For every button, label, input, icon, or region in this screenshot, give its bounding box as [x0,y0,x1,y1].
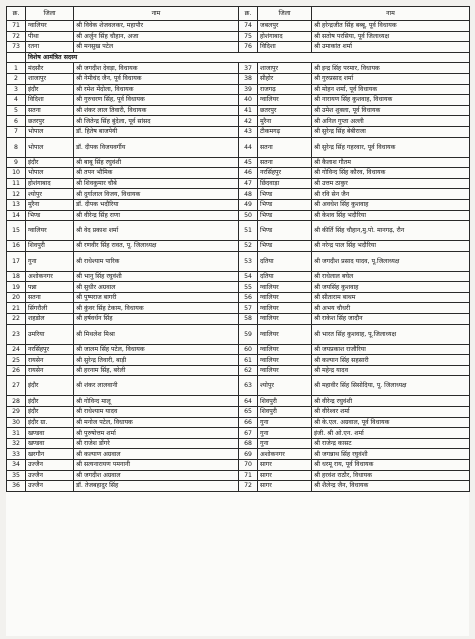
cell-name-left: श्री रणवीर सिंह रावत, पू. जिलाध्यक्ष [74,241,239,252]
cell-sno-left: 35 [7,470,26,481]
cell-name-right: श्री उत्तम ठाकुर [312,178,470,189]
cell-sno-right: 66 [239,417,258,428]
cell-district-left: इंदौर [26,157,74,168]
header-name-right: नाम [312,7,470,21]
cell-name-right: श्री सुरेन्द्र सिंह गहरवार, पूर्व विधायक [312,137,470,157]
document-sheet [6,6,469,636]
cell-district-left: मुरैना [26,199,74,210]
cell-sno-right: 52 [239,241,258,252]
table-row [7,63,470,74]
cell-district-left: भिण्ड [26,210,74,221]
cell-name-left: श्री अर्जुन सिंह चौहान, अजा [74,31,239,42]
cell-sno-left: 12 [7,189,26,200]
cell-sno-right: 60 [239,344,258,355]
cell-sno-left: 32 [7,438,26,449]
cell-sno-left: 71 [7,21,26,32]
table-row [7,189,470,200]
cell-name-right: श्री राकेश सिंह जादौन [312,314,470,325]
cell-sno-left: 26 [7,365,26,376]
cell-sno-left: 11 [7,178,26,189]
cell-sno-left: 24 [7,344,26,355]
cell-name-right: श्री रवि सेन जैन [312,189,470,200]
cell-sno-left: 29 [7,407,26,418]
cell-name-right: श्री सीताराम बाथम [312,292,470,303]
cell-district-left: उज्जैन [26,470,74,481]
cell-name-right: श्री धरमू राय, पूर्व विधायक [312,460,470,471]
cell-name-left: श्री जगदीश अग्रवाल [74,470,239,481]
cell-sno-right: 45 [239,157,258,168]
cell-sno-right: 42 [239,116,258,127]
cell-name-right: श्री भारत सिंह कुशवाह, पू.जिलाध्यक्ष [312,324,470,344]
cell-name-left: श्री गुरुचरण सिंह, पूर्व विधायक [74,95,239,106]
cell-district-right: भिण्ड [258,221,312,241]
header-sno-right: क्र. [239,7,258,21]
cell-district-right: भिण्ड [258,241,312,252]
cell-district-left: विदिशा [26,95,74,106]
cell-name-left: श्री मनोज पटेल, विधायक [74,417,239,428]
cell-sno-right: 53 [239,251,258,271]
table-row [7,481,470,492]
cell-name-right: श्री हरेन्द्रजीत सिंह बब्बू, पूर्व विधायक [312,21,470,32]
cell-district-right: अशोकनगर [258,449,312,460]
section-row [7,52,470,63]
cell-sno-left: 13 [7,199,26,210]
cell-district-left: पीथा [26,31,74,42]
table-row [7,199,470,210]
cell-sno-left: 2 [7,73,26,84]
cell-name-left: श्री हरनाम सिंह, बरेली [74,365,239,376]
cell-district-left: उमरिया [26,324,74,344]
cell-name-left: श्री मिथलेश मिश्रा [74,324,239,344]
header-sno-left: क्र. [7,7,26,21]
cell-name-left: श्री रमेश मेंदोला, विधायक [74,84,239,95]
cell-district-right: राजगढ़ [258,84,312,95]
cell-name-left: श्री सत्यनारायण पमनानी [74,460,239,471]
cell-district-right: गुना [258,428,312,439]
cell-name-right: इंजी. श्री ओ.एन. शर्मा [312,428,470,439]
cell-name-left: श्री राधेश्याम यादव [74,407,239,418]
cell-district-right: होशंगाबाद [258,31,312,42]
cell-district-right: ग्वालियर [258,292,312,303]
table-row [7,221,470,241]
cell-name-right: श्री जयप्रकाश राजौरिया [312,344,470,355]
cell-name-left: श्री सुधीर अग्रवाल [74,282,239,293]
table-row [7,365,470,376]
cell-district-right: दतिया [258,251,312,271]
cell-name-right: श्री अनिल गुप्ता अल्ली [312,116,470,127]
cell-sno-left: 4 [7,95,26,106]
cell-district-right: सतना [258,157,312,168]
cell-sno-left: 36 [7,481,26,492]
cell-sno-left: 18 [7,271,26,282]
cell-name-left: श्री शिवकुमार चौबे [74,178,239,189]
cell-name-right: श्री गोविन्द सिंह कौरव, विधायक [312,168,470,179]
cell-name-left: श्री जगदीश देवड़ा, विधायक [74,63,239,74]
cell-district-left: छतरपुर [26,116,74,127]
table-row [7,105,470,116]
cell-district-right: सतना [258,137,312,157]
table-row [7,31,470,42]
cell-name-right: श्री जयसिंह कुशवाह [312,282,470,293]
cell-name-left: श्री शंकर लालवानी [74,376,239,396]
cell-district-left: इंदौर [26,396,74,407]
table-row [7,21,470,32]
cell-sno-right: 40 [239,95,258,106]
cell-district-right: सागर [258,470,312,481]
cell-district-left: पन्ना [26,282,74,293]
cell-name-left: श्री जितेन्द्र सिंह बुंदेला, पूर्व सांसद [74,116,239,127]
cell-name-left: श्री राधेश्याम पारिक [74,251,239,271]
cell-name-right: श्री मोहन शर्मा, पूर्व विधायक [312,84,470,95]
cell-district-right: भिण्ड [258,199,312,210]
cell-sno-right: 67 [239,428,258,439]
cell-district-right: छिंदवाड़ा [258,178,312,189]
table-row [7,282,470,293]
cell-sno-left: 25 [7,355,26,366]
cell-district-right: शिवपुरी [258,407,312,418]
cell-sno-right: 58 [239,314,258,325]
header-name-left: नाम [74,7,239,21]
cell-name-left: श्री सुरेन्द्र तिवारी, बाड़ी [74,355,239,366]
cell-sno-left: 31 [7,428,26,439]
table-row [7,344,470,355]
cell-district-right: दतिया [258,271,312,282]
cell-sno-right: 55 [239,282,258,293]
cell-sno-right: 68 [239,438,258,449]
cell-sno-left: 17 [7,251,26,271]
cell-district-right: ग्वालियर [258,365,312,376]
cell-name-right: श्री सुरेन्द्र सिंह बेबीराजा [312,126,470,137]
cell-sno-right: 57 [239,303,258,314]
cell-sno-left: 7 [7,126,26,137]
table-row [7,84,470,95]
cell-district-left: सतना [26,292,74,303]
cell-district-left: रतना [26,42,74,53]
cell-sno-left: 72 [7,31,26,42]
cell-district-right: सीहोर [258,73,312,84]
cell-sno-left: 5 [7,105,26,116]
cell-name-right: श्री केशव सिंह भदौरिया [312,210,470,221]
cell-sno-right: 59 [239,324,258,344]
cell-district-right: मुरैना [258,116,312,127]
table-row [7,460,470,471]
cell-sno-right: 37 [239,63,258,74]
cell-sno-right: 39 [239,84,258,95]
cell-name-right: श्री गुरुप्रसाद शर्मा [312,73,470,84]
cell-sno-left: 16 [7,241,26,252]
cell-name-right: श्री महावीर सिंह सिसोदिया, पू. जिलाध्यक्ष [312,376,470,396]
table-row [7,42,470,53]
cell-name-left: श्री कुंवर सिंह टेकाम, विधायक [74,303,239,314]
cell-name-right: श्री कल्यान सिंह सहसारी [312,355,470,366]
cell-district-left: खण्डवा [26,428,74,439]
cell-district-right: ग्वालियर [258,355,312,366]
table-row [7,314,470,325]
header-row [7,7,470,21]
cell-sno-right: 51 [239,221,258,241]
table-row [7,157,470,168]
cell-name-right: श्री महेन्द्र यादव [312,365,470,376]
cell-sno-right: 72 [239,481,258,492]
cell-name-left: श्री भानु सिंह रघुवंशी [74,271,239,282]
cell-district-right: सागर [258,481,312,492]
cell-name-left: श्री तपन भौमिक [74,168,239,179]
cell-district-left: इंदौर [26,376,74,396]
cell-district-left: रायसेन [26,365,74,376]
cell-district-left: सिंगरौली [26,303,74,314]
cell-sno-right: 56 [239,292,258,303]
cell-district-left: रायसेन [26,355,74,366]
table-row [7,271,470,282]
cell-sno-left: 20 [7,292,26,303]
cell-district-right: ग्वालियर [258,324,312,344]
cell-sno-right: 61 [239,355,258,366]
cell-name-left: श्री वीरेन्द्र सिंह राणा [74,210,239,221]
cell-district-right: नरसिंहपुर [258,168,312,179]
cell-sno-right: 48 [239,189,258,200]
cell-name-left: श्री मनसुख पटेल [74,42,239,53]
cell-name-right: श्री कैलाश गौतम [312,157,470,168]
cell-district-left: श्योपुर [26,189,74,200]
table-row [7,470,470,481]
cell-district-right: टीकमगढ़ [258,126,312,137]
cell-sno-right: 54 [239,271,258,282]
cell-district-right: भिण्ड [258,189,312,200]
cell-district-right: ग्वालियर [258,344,312,355]
cell-district-right: जबलपुर [258,21,312,32]
cell-name-right: श्री वीरेश्वर शर्मा [312,407,470,418]
cell-name-left: डॉ. दीपक भदौरिया [74,199,239,210]
cell-district-right: ग्वालियर [258,303,312,314]
cell-sno-left: 3 [7,84,26,95]
cell-name-left: डॉ. हितेष बाजपेयी [74,126,239,137]
cell-sno-right: 64 [239,396,258,407]
cell-sno-left: 21 [7,303,26,314]
cell-sno-right: 41 [239,105,258,116]
cell-sno-left: 33 [7,449,26,460]
cell-name-left: डॉ. तेजबहादुर सिंह [74,481,239,492]
cell-sno-left: 22 [7,314,26,325]
cell-name-right: श्री अवधेश सिंह कुशवाह [312,199,470,210]
cell-name-right: श्री के.एल. अग्रवाल, पूर्व विधायक [312,417,470,428]
cell-name-left: डॉ. दीपक विजयवर्गीय [74,137,239,157]
header-district-right: जिला [258,7,312,21]
header-district-left: जिला [26,7,74,21]
cell-district-right: ग्वालियर [258,282,312,293]
cell-name-left: श्री विवेक शेजवलकर, महापौर [74,21,239,32]
cell-district-left: उज्जैन [26,481,74,492]
cell-name-right: श्री राजेन्द्र कासट [312,438,470,449]
table-row [7,407,470,418]
table-row [7,251,470,271]
cell-name-left: श्री राजेश डोंगरे [74,438,239,449]
cell-sno-right: 71 [239,470,258,481]
section-blank [7,52,26,63]
cell-sno-left: 15 [7,221,26,241]
table-row [7,376,470,396]
cell-name-right: श्री हरवंश राठौर, विधायक [312,470,470,481]
cell-name-left: श्री हर्षवर्धन सिंह [74,314,239,325]
cell-name-left: श्री शंकर लाल तिवारी, विधायक [74,105,239,116]
cell-sno-left: 8 [7,137,26,157]
cell-district-right: भिण्ड [258,210,312,221]
cell-sno-right: 65 [239,407,258,418]
section-title: विशेष आमंत्रित सदस्य [26,52,470,63]
cell-name-right: श्री कीर्ति सिंह चौहान,मु.पो. मानगढ़, रौन [312,221,470,241]
cell-district-left: इंदौर ग्रा. [26,417,74,428]
cell-name-right: श्री अभय चौधरी [312,303,470,314]
cell-name-left: श्री पुरुषोत्तम शर्मा [74,428,239,439]
cell-district-left: भोपाल [26,126,74,137]
cell-name-right: श्री नारायण सिंह कुशवाह, विधायक [312,95,470,106]
cell-district-left: होशंगाबाद [26,178,74,189]
cell-sno-right: 75 [239,31,258,42]
cell-district-left: इंदौर [26,407,74,418]
table-row [7,292,470,303]
cell-district-left: ग्वालियर [26,21,74,32]
table-row [7,168,470,179]
table-row [7,303,470,314]
cell-sno-right: 62 [239,365,258,376]
cell-sno-left: 34 [7,460,26,471]
table-row [7,324,470,344]
cell-sno-left: 73 [7,42,26,53]
cell-sno-left: 27 [7,376,26,396]
cell-district-left: नरसिंहपुर [26,344,74,355]
table-row [7,95,470,106]
table-row [7,449,470,460]
cell-name-right: श्री जगन्नाथ सिंह रघुवंशी [312,449,470,460]
cell-district-left: इंदौर [26,84,74,95]
cell-name-left: श्री नेमीचंद जैन, पूर्व विधायक [74,73,239,84]
cell-district-left: गुना [26,251,74,271]
table-row [7,210,470,221]
table-row [7,428,470,439]
table-row [7,417,470,428]
cell-district-left: खण्डवा [26,438,74,449]
cell-name-right: श्री शैलेन्द्र जैन, विधायक [312,481,470,492]
cell-district-left: अशोकनगर [26,271,74,282]
cell-name-left: श्री जालम सिंह पटेल, विधायक [74,344,239,355]
cell-name-right: श्री नरेन्द्र पाल सिंह भदौरिया [312,241,470,252]
table-row [7,396,470,407]
member-table [6,6,470,492]
cell-sno-left: 30 [7,417,26,428]
table-row [7,137,470,157]
cell-sno-left: 19 [7,282,26,293]
cell-district-right: शिवपुरी [258,396,312,407]
cell-sno-right: 43 [239,126,258,137]
cell-district-right: विदिशा [258,42,312,53]
cell-sno-left: 23 [7,324,26,344]
cell-sno-right: 76 [239,42,258,53]
cell-district-right: सागर [258,460,312,471]
cell-name-right: श्री उमाकांत शर्मा [312,42,470,53]
cell-name-left: श्री गोविन्द मालू [74,396,239,407]
cell-sno-right: 70 [239,460,258,471]
table-row [7,126,470,137]
cell-sno-left: 1 [7,63,26,74]
cell-name-right: श्री राधेलाल बघेल [312,271,470,282]
cell-district-left: खरगौन [26,449,74,460]
cell-name-right: श्री उमेश शुक्ला, पूर्व विधायक [312,105,470,116]
cell-sno-right: 50 [239,210,258,221]
cell-sno-right: 47 [239,178,258,189]
table-row [7,355,470,366]
cell-sno-right: 74 [239,21,258,32]
cell-district-left: भोपाल [26,168,74,179]
cell-sno-right: 38 [239,73,258,84]
cell-name-right: श्री वीरेन्द्र रघुवंशी [312,396,470,407]
cell-district-right: गुना [258,438,312,449]
cell-district-right: गुना [258,417,312,428]
cell-sno-right: 44 [239,137,258,157]
cell-name-left: श्री पुष्पराज बागरी [74,292,239,303]
cell-sno-right: 63 [239,376,258,396]
cell-name-left: श्री कल्याण अग्रवाल [74,449,239,460]
table-row [7,116,470,127]
cell-district-right: ग्वालियर [258,314,312,325]
cell-name-right: श्री जगदीश प्रसाद यादव, पू.जिलाध्यक्ष [312,251,470,271]
cell-sno-left: 28 [7,396,26,407]
cell-district-left: सतना [26,105,74,116]
cell-name-left: श्री वेद प्रकाश शर्मा [74,221,239,241]
cell-district-right: शाजापुर [258,63,312,74]
cell-sno-right: 46 [239,168,258,179]
cell-district-left: ग्वालियर [26,221,74,241]
cell-district-left: उज्जैन [26,460,74,471]
cell-name-left: श्री दुर्गालाल विजय, विधायक [74,189,239,200]
cell-district-left: शिवपुरी [26,241,74,252]
cell-name-right: श्री इन्द्र सिंह परमार, विधायक [312,63,470,74]
cell-sno-left: 14 [7,210,26,221]
cell-district-right: ग्वालियर [258,95,312,106]
cell-district-left: भोपाल [26,137,74,157]
cell-sno-left: 9 [7,157,26,168]
cell-district-left: मंदसौर [26,63,74,74]
cell-name-left: श्री बाबू सिंह रघुवंशी [74,157,239,168]
table-row [7,178,470,189]
table-row [7,73,470,84]
table-row [7,438,470,449]
cell-sno-right: 69 [239,449,258,460]
cell-district-right: छतरपुर [258,105,312,116]
cell-sno-right: 49 [239,199,258,210]
cell-sno-left: 10 [7,168,26,179]
cell-sno-left: 6 [7,116,26,127]
cell-district-left: शाजापुर [26,73,74,84]
cell-district-left: शहडोल [26,314,74,325]
cell-district-right: श्योपुर [258,376,312,396]
table-row [7,241,470,252]
cell-name-right: श्री सतोष परसिया, पूर्व जिलाध्यक्ष [312,31,470,42]
